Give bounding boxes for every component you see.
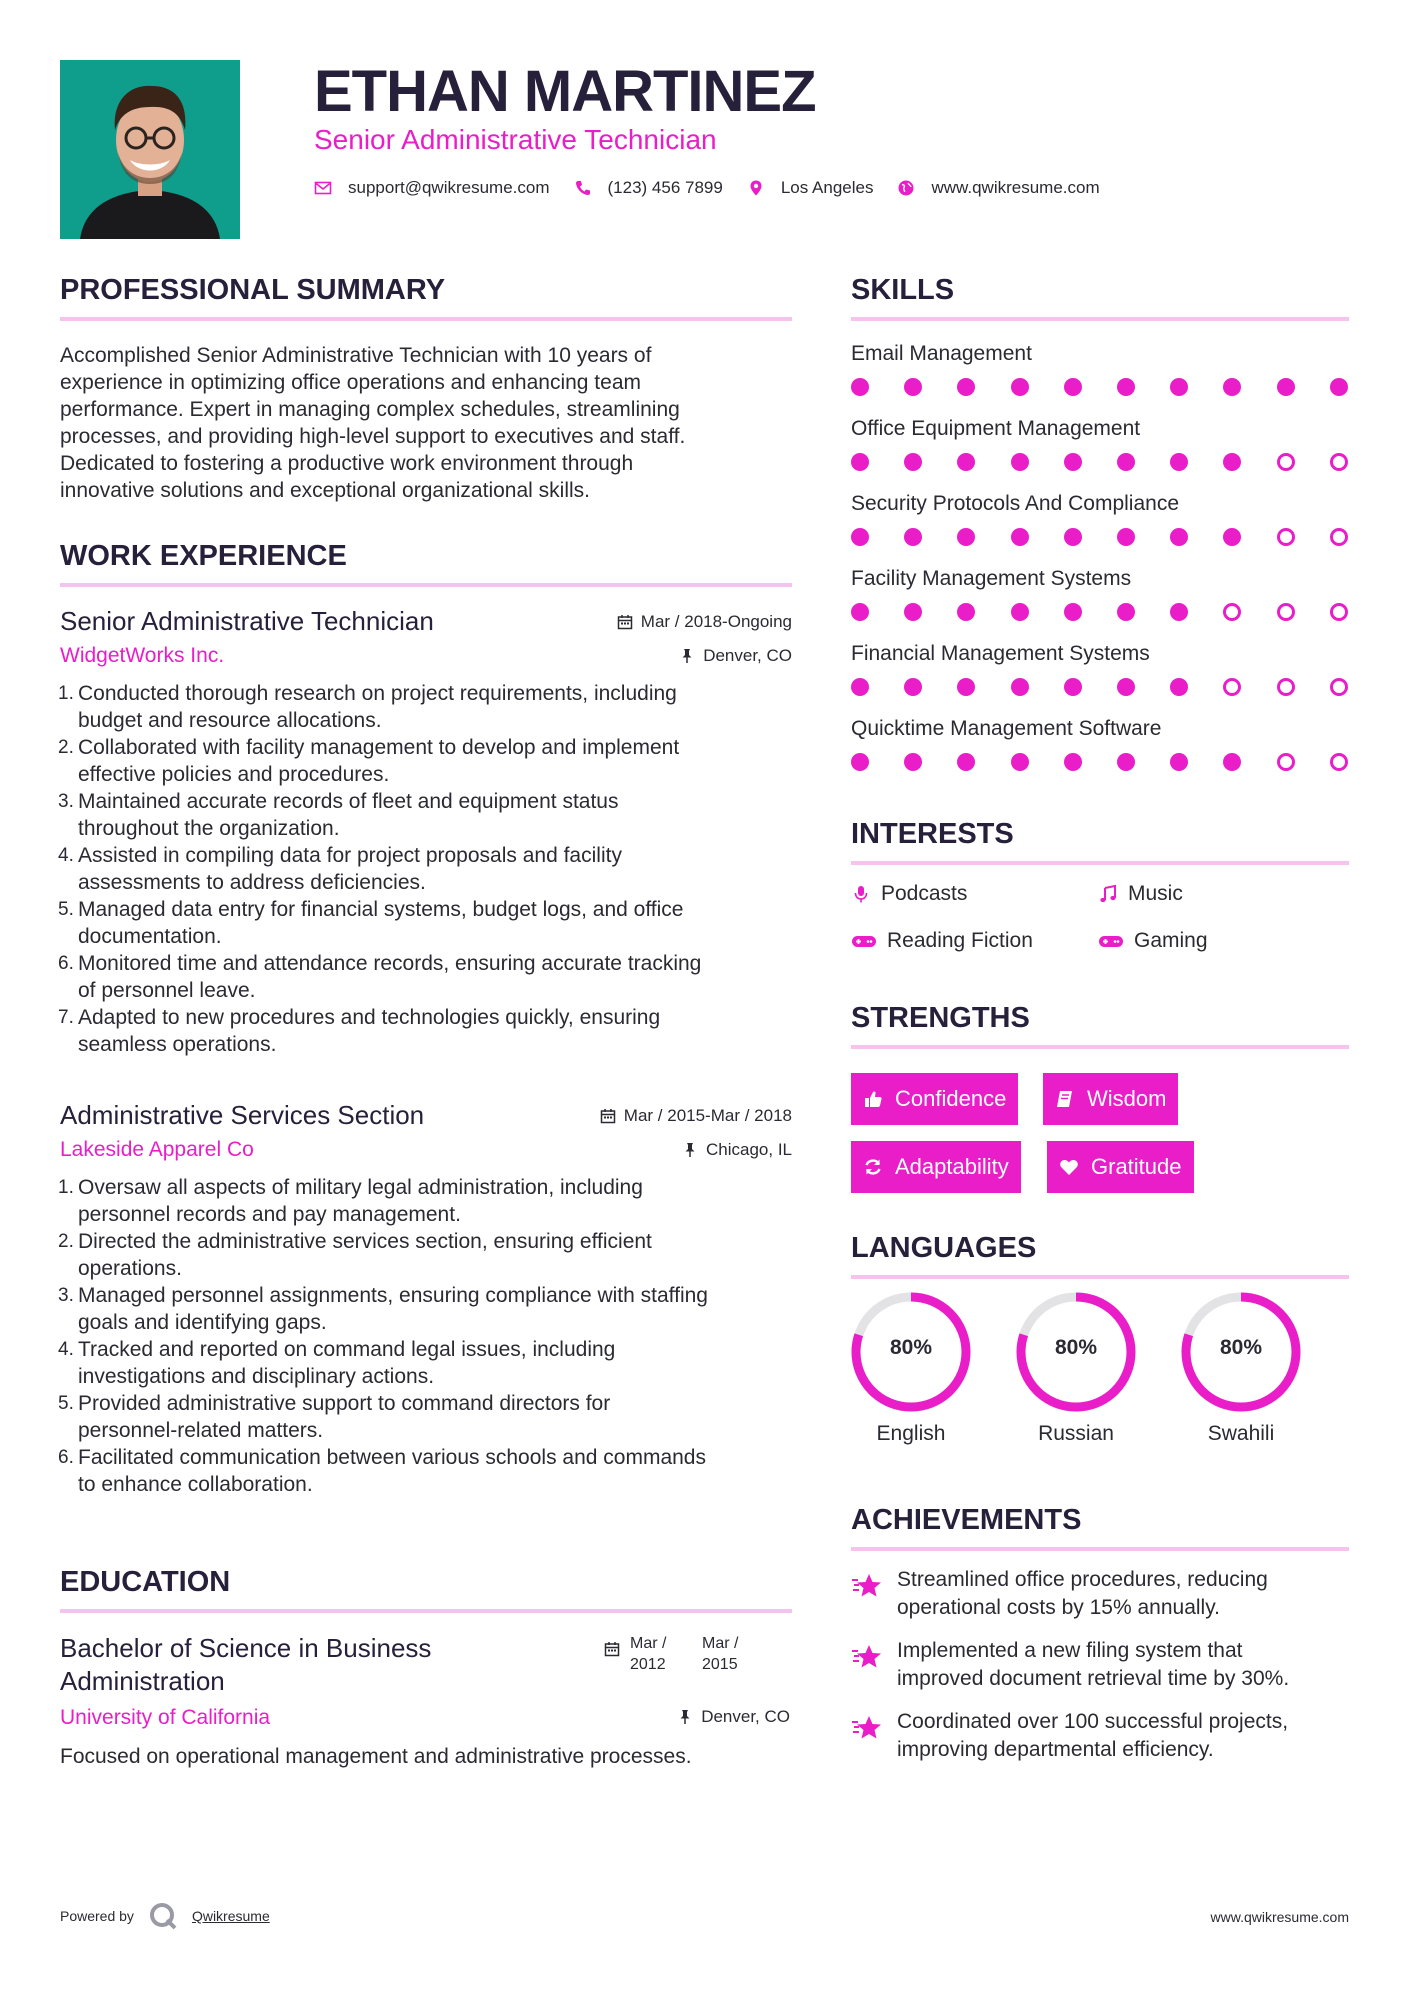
rating-dot-filled (957, 678, 975, 696)
achievements-divider (851, 1547, 1349, 1551)
achievement-item (851, 1566, 1351, 1622)
strengths-divider (851, 1045, 1349, 1049)
rating-dot-filled (1277, 378, 1295, 396)
list-item: 6. Facilitated communication between various schools and commands to enhance collaboration. (58, 1446, 706, 1496)
rating-dot-empty (1277, 528, 1295, 546)
rating-dot-empty (1277, 753, 1295, 771)
rating-dot-filled (1011, 753, 1029, 771)
job-title: Administrative Services Section (60, 1100, 425, 1130)
summary-heading: PROFESSIONAL SUMMARY (60, 274, 446, 306)
contact-email-text: support@qwikresume.com (348, 178, 550, 197)
contact-bar (314, 178, 1124, 198)
rating-dot-empty (1223, 678, 1241, 696)
job-dates-text: Mar / 2018-Ongoing (640, 612, 792, 631)
rating-dot-filled (851, 453, 869, 471)
rating-dot-filled (1064, 453, 1082, 471)
skill-name: Office Equipment Management (851, 417, 1141, 440)
job-location (679, 646, 792, 666)
globe-icon (897, 179, 915, 197)
languages-section (851, 1232, 1349, 1279)
education-end-date: Mar / 2015 (702, 1635, 739, 1673)
job-dates-text: Mar / 2015-Mar / 2018 (623, 1106, 792, 1125)
rating-dot-empty (1277, 678, 1295, 696)
rating-dot-filled (904, 453, 922, 471)
language-name: Russian (1038, 1422, 1114, 1445)
experience-section (60, 540, 792, 587)
summary-line: Accomplished Senior Administrative Technician with 10 years of (60, 344, 652, 367)
rating-dot-filled (1117, 378, 1135, 396)
skill-name: Financial Management Systems (851, 642, 1150, 665)
rating-dot-filled (1223, 528, 1241, 546)
skill-item (851, 642, 1349, 698)
list-item: 2. Directed the administrative services section, ensuring efficient operations. (58, 1230, 652, 1280)
contact-location (747, 178, 874, 198)
education-degree: Bachelor of Science in Business Administration (60, 1633, 432, 1696)
rating-dot-filled (1064, 528, 1082, 546)
interest-item: Podcasts (851, 882, 967, 906)
skill-rating (851, 378, 1349, 398)
rating-dot-filled (957, 603, 975, 621)
list-item: 1. Conducted thorough research on project requirements, including budget and resource allocations. (58, 682, 677, 732)
job-bullets (60, 1174, 792, 1498)
language-percent: 80% (1219, 1336, 1263, 1359)
job-entry (60, 606, 792, 1058)
summary-section (60, 274, 792, 321)
rating-dot-filled (1117, 753, 1135, 771)
calendar-icon (617, 614, 633, 630)
languages-heading: LANGUAGES (851, 1232, 1037, 1264)
rating-dot-empty (1277, 603, 1295, 621)
interest-item: Reading Fiction (851, 929, 1033, 953)
education-school: University of California (60, 1706, 271, 1729)
education-location: Denver, CO (677, 1707, 790, 1727)
achievement-text: Implemented a new filing system that improved document retrieval time by 30%. (897, 1639, 1290, 1690)
powered-by-label: Powered by (60, 1908, 134, 1924)
candidate-name: ETHAN MARTINEZ (314, 59, 816, 124)
language-percent: 80% (889, 1336, 933, 1359)
calendar-icon (600, 1108, 616, 1124)
music-note-icon (1098, 884, 1118, 904)
achievements-heading: ACHIEVEMENTS (851, 1504, 1082, 1536)
contact-phone-text: (123) 456 7899 (607, 178, 723, 197)
rating-dot-empty (1330, 603, 1348, 621)
rating-dot-filled (957, 528, 975, 546)
skill-name: Facility Management Systems (851, 567, 1132, 590)
profile-photo (60, 60, 240, 239)
rating-dot-filled (957, 453, 975, 471)
map-pin-icon (747, 179, 765, 197)
language-name: English (876, 1422, 946, 1445)
language-item (1014, 1290, 1138, 1446)
refresh-icon (863, 1157, 883, 1177)
rating-dot-empty (1330, 678, 1348, 696)
rating-dot-filled (1011, 603, 1029, 621)
rating-dot-filled (904, 678, 922, 696)
education-start-date: Mar / 2012 (630, 1635, 667, 1673)
microphone-icon (851, 884, 871, 904)
summary-divider (60, 317, 792, 321)
education-section (60, 1566, 792, 1613)
star-icon (851, 1641, 883, 1673)
interest-item: Gaming (1098, 929, 1208, 953)
list-item: 7. Adapted to new procedures and technologies quickly, ensuring seamless operations. (58, 1006, 661, 1056)
language-name: Swahili (1207, 1422, 1275, 1445)
summary-text (60, 342, 800, 504)
rating-dot-filled (851, 378, 869, 396)
qwikresume-logo-icon (148, 1901, 178, 1931)
achievement-item (851, 1637, 1351, 1693)
language-item (849, 1290, 973, 1446)
strength-tag: Confidence (851, 1073, 1018, 1125)
rating-dot-filled (1170, 603, 1188, 621)
rating-dot-filled (1064, 753, 1082, 771)
rating-dot-filled (1170, 753, 1188, 771)
summary-line: performance. Expert in managing complex schedules, streamlining (60, 398, 680, 421)
interests-heading: INTERESTS (851, 818, 1014, 850)
list-item: 6. Monitored time and attendance records, ensuring accurate tracking of personnel leave. (58, 952, 702, 1002)
summary-line: processes, and providing high-level support to executives and staff. (60, 425, 686, 448)
star-icon (851, 1570, 883, 1602)
language-percent: 80% (1054, 1336, 1098, 1359)
rating-dot-filled (1064, 678, 1082, 696)
rating-dot-filled (851, 603, 869, 621)
pushpin-icon (682, 1142, 698, 1158)
summary-line: experience in optimizing office operations and enhancing team (60, 371, 641, 394)
rating-dot-filled (1170, 678, 1188, 696)
strength-tag: Wisdom (1043, 1073, 1178, 1125)
rating-dot-filled (851, 678, 869, 696)
education-description: Focused on operational management and administrative processes. (60, 1745, 692, 1768)
skills-divider (851, 317, 1349, 321)
skill-item (851, 417, 1349, 473)
rating-dot-filled (1117, 678, 1135, 696)
education-heading: EDUCATION (60, 1566, 231, 1598)
skill-rating (851, 453, 1349, 473)
interests-divider (851, 861, 1349, 865)
contact-website-text: www.qwikresume.com (931, 178, 1100, 197)
rating-dot-filled (1117, 528, 1135, 546)
job-bullets (60, 680, 792, 1058)
contact-email[interactable] (314, 178, 550, 198)
list-item: 5. Provided administrative support to command directors for personnel-related matters. (58, 1392, 611, 1442)
contact-location-text: Los Angeles (780, 178, 874, 197)
education-dates (604, 1633, 774, 1675)
rating-dot-filled (1011, 528, 1029, 546)
languages-divider (851, 1275, 1349, 1279)
pushpin-icon (677, 1709, 693, 1725)
rating-dot-filled (1170, 378, 1188, 396)
list-item: 4. Assisted in compiling data for project proposals and facility assessments to address deficiencies. (58, 844, 622, 894)
rating-dot-filled (1011, 678, 1029, 696)
skill-item (851, 567, 1349, 623)
rating-dot-filled (1117, 603, 1135, 621)
skill-name: Security Protocols And Compliance (851, 492, 1179, 515)
rating-dot-filled (957, 753, 975, 771)
list-item: 3. Managed personnel assignments, ensuring compliance with staffing goals and identifying gaps. (58, 1284, 708, 1334)
skill-item (851, 342, 1349, 398)
list-item: 4. Tracked and reported on command legal issues, including investigations and disciplinary actions. (58, 1338, 616, 1388)
strength-tag: Adaptability (851, 1141, 1021, 1193)
rating-dot-filled (1011, 378, 1029, 396)
rating-dot-filled (1330, 378, 1348, 396)
rating-dot-filled (1223, 378, 1241, 396)
rating-dot-filled (957, 378, 975, 396)
rating-dot-filled (1223, 453, 1241, 471)
footer-website-link[interactable]: www.qwikresume.com (1210, 1909, 1349, 1925)
strength-tag: Gratitude (1047, 1141, 1194, 1193)
job-entry (60, 1100, 792, 1498)
skill-item (851, 717, 1349, 773)
contact-website[interactable] (897, 178, 1099, 198)
achievement-text: Coordinated over 100 successful projects, improving departmental efficiency. (897, 1710, 1289, 1761)
job-title: Senior Administrative Technician (60, 606, 434, 636)
gamepad-icon (1098, 931, 1124, 951)
job-location (682, 1140, 792, 1160)
job-company: Lakeside Apparel Co (60, 1138, 254, 1161)
experience-divider (60, 583, 792, 587)
rating-dot-filled (904, 378, 922, 396)
job-location-text: Denver, CO (703, 646, 792, 665)
rating-dot-filled (1064, 378, 1082, 396)
skill-name: Email Management (851, 342, 1032, 365)
list-item: 5. Managed data entry for financial systems, budget logs, and office documentation. (58, 898, 684, 948)
list-item: 1. Oversaw all aspects of military legal administration, including personnel records and pay management. (58, 1176, 643, 1226)
contact-phone[interactable] (574, 178, 723, 198)
summary-line: Dedicated to fostering a productive work environment through (60, 452, 634, 475)
job-company: WidgetWorks Inc. (60, 644, 225, 667)
list-item: 2. Collaborated with facility management to develop and implement effective policies and procedures. (58, 736, 680, 786)
rating-dot-empty (1223, 603, 1241, 621)
candidate-title: Senior Administrative Technician (314, 124, 717, 155)
phone-icon (574, 179, 592, 197)
interests-section (851, 818, 1349, 865)
skill-rating (851, 528, 1349, 548)
envelope-icon (314, 179, 332, 197)
rating-dot-empty (1277, 453, 1295, 471)
skill-item (851, 492, 1349, 548)
job-location-text: Chicago, IL (706, 1140, 792, 1159)
summary-line: innovative solutions and exceptional organizational skills. (60, 479, 590, 502)
gamepad-icon (851, 931, 877, 951)
rating-dot-filled (904, 753, 922, 771)
skills-heading: SKILLS (851, 274, 955, 306)
pushpin-icon (679, 648, 695, 664)
list-item: 3. Maintained accurate records of fleet and equipment status throughout the organization. (58, 790, 619, 840)
experience-heading: WORK EXPERIENCE (60, 540, 347, 572)
rating-dot-filled (904, 603, 922, 621)
job-dates (617, 612, 792, 632)
rating-dot-empty (1330, 453, 1348, 471)
rating-dot-filled (1117, 453, 1135, 471)
rating-dot-empty (1330, 753, 1348, 771)
skills-section (851, 274, 1349, 321)
language-item (1179, 1290, 1303, 1446)
skill-rating (851, 603, 1349, 623)
calendar-icon (604, 1641, 620, 1657)
achievement-text: Streamlined office procedures, reducing operational costs by 15% annually. (897, 1568, 1268, 1619)
rating-dot-filled (1011, 453, 1029, 471)
thumbs-up-icon (863, 1089, 883, 1109)
interest-item: Music (1098, 882, 1183, 906)
brand-link[interactable]: Qwikresume (191, 1908, 270, 1924)
rating-dot-filled (1223, 753, 1241, 771)
rating-dot-filled (1170, 453, 1188, 471)
skill-rating (851, 678, 1349, 698)
skill-name: Quicktime Management Software (851, 717, 1162, 740)
rating-dot-filled (904, 528, 922, 546)
rating-dot-filled (851, 528, 869, 546)
skill-rating (851, 753, 1349, 773)
education-divider (60, 1609, 792, 1613)
achievement-item (851, 1708, 1351, 1764)
strengths-heading: STRENGTHS (851, 1002, 1030, 1034)
star-icon (851, 1712, 883, 1744)
heart-icon (1059, 1157, 1079, 1177)
rating-dot-empty (1330, 528, 1348, 546)
job-dates (600, 1106, 792, 1126)
footer-credit (60, 1901, 270, 1931)
strengths-section (851, 1002, 1349, 1049)
book-icon (1055, 1089, 1075, 1109)
rating-dot-filled (1170, 528, 1188, 546)
achievements-section (851, 1504, 1349, 1551)
rating-dot-filled (1064, 603, 1082, 621)
rating-dot-filled (851, 753, 869, 771)
